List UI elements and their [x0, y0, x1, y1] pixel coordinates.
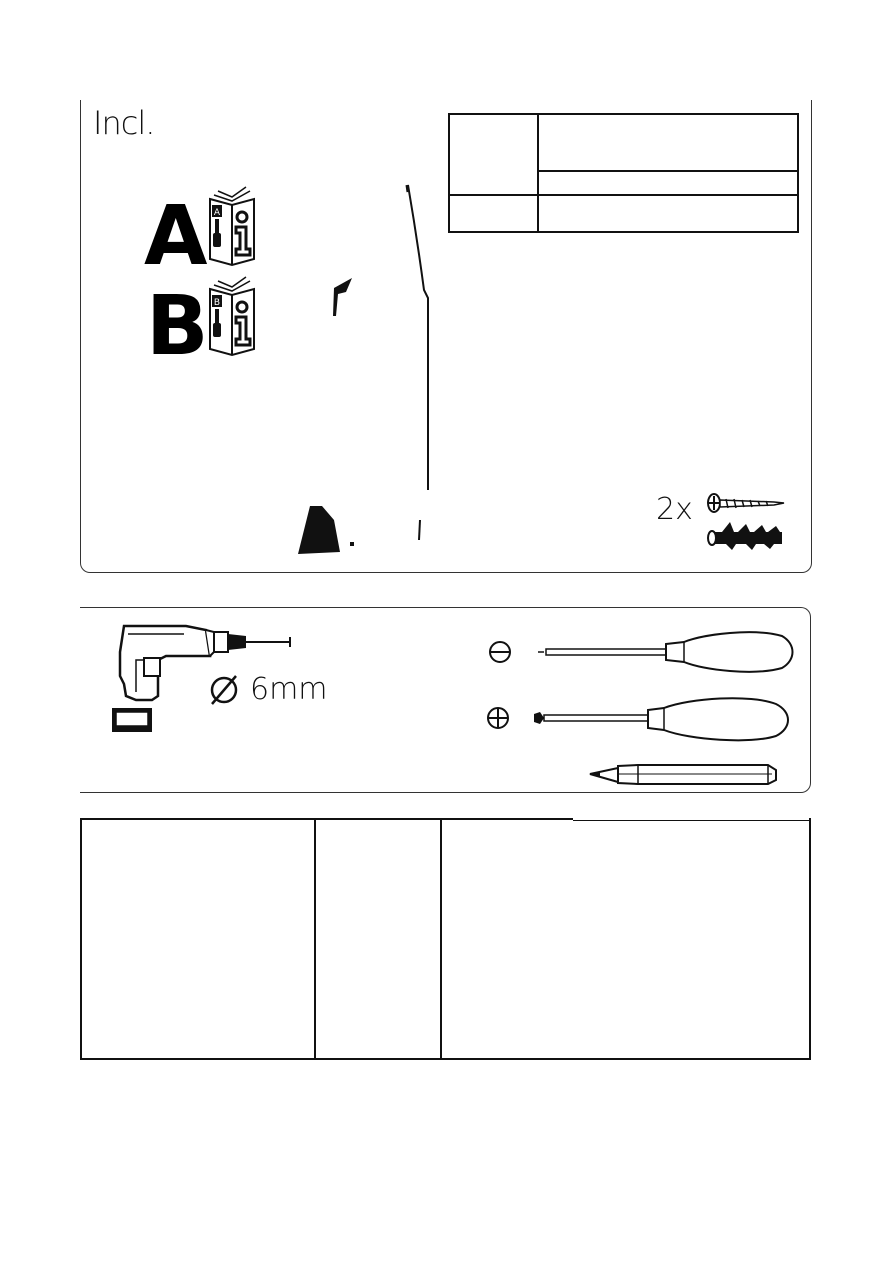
spec-table-row-divider-1: [539, 170, 797, 172]
screw-quantity: 2x: [656, 492, 693, 527]
plus-icon: [486, 706, 510, 730]
spec-table-row-divider-2: [450, 194, 797, 196]
bottom-table: [80, 818, 811, 1060]
spec-table-column-divider: [537, 115, 539, 231]
wall-plug-icon: [706, 520, 786, 550]
manual-a-tag: A: [213, 208, 221, 218]
bottom-table-column-divider-1: [314, 818, 316, 1058]
manual-a-booklet-icon: [208, 185, 256, 265]
bottom-table-top-border: [442, 818, 573, 820]
pencil-icon: [588, 762, 778, 788]
lamp-product-drawing: [290, 180, 440, 565]
screw-icon: [706, 492, 786, 514]
drill-bit-size: 6mm: [250, 672, 328, 707]
bottom-table-top-border: [314, 818, 442, 820]
bottom-table-top-border-thin: [573, 820, 809, 821]
flat-screwdriver-icon: [534, 630, 794, 674]
manual-b-tag: B: [213, 298, 221, 308]
included-title: Incl.: [93, 104, 155, 142]
spec-table: [448, 113, 799, 233]
minus-icon: [488, 640, 512, 664]
bottom-table-top-border: [82, 818, 314, 820]
manual-a-letter: A: [144, 189, 208, 284]
diameter-icon: [208, 674, 240, 706]
bottom-table-column-divider-2: [440, 818, 442, 1058]
phillips-screwdriver-icon: [530, 696, 790, 742]
manual-b-booklet-icon: [208, 275, 256, 355]
manual-b-letter: B: [146, 279, 209, 374]
